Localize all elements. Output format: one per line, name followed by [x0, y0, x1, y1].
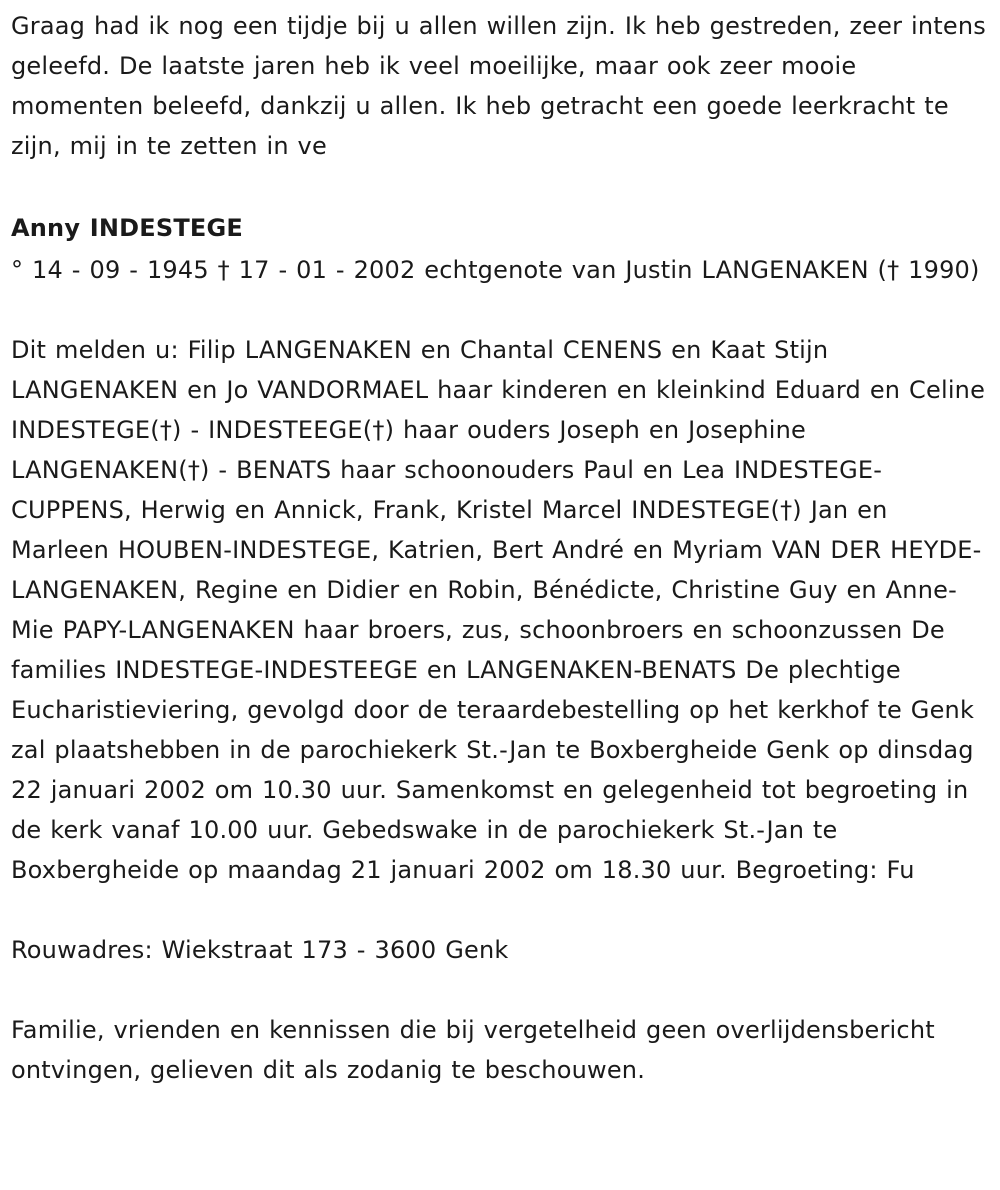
deceased-name: Anny INDESTEGE: [11, 214, 244, 242]
mourning-address: Rouwadres: Wiekstraat 173 - 3600 Genk: [11, 936, 509, 964]
closing-paragraph: Familie, vrienden en kennissen die bij vergetelheid geen overlijdensbericht ontvingen, gelieven dit als zodanig te beschouwen.: [11, 1016, 935, 1084]
announcement-paragraph: Dit melden u: Filip LANGENAKEN en Chantal CENENS en Kaat Stijn LANGENAKEN en Jo VANDORMAEL haar kinderen en kleinkind Eduard en Celine INDESTEGE(†) - INDESTEEGE(†) haar ouders Joseph en Josephine LANGENAKEN(†) - BENATS haar schoonouders Paul en Lea INDESTEGE-CUPPENS, Herwig en Annick, Frank, Kristel Marcel INDESTEGE(†) Jan en Marleen HOUBEN-INDESTEGE, Katrien, Bert André en Myriam VAN DER HEYDE-LANGENAKEN, Regine en Didier en Robin, Bénédicte, Christine Guy en Anne-Mie PAPY-LANGENAKEN haar broers, zus, schoonbroers en schoonzussen De families INDESTEGE-INDESTEEGE en LANGENAKEN-BENATS De plechtige Eucharistieviering, gevolgd door de teraardebestelling op het kerkhof te Genk zal plaatshebben in de parochiekerk St.-Jan te Boxbergheide Genk op dinsdag 22 januari 2002 om 10.30 uur. Samenkomst en gelegenheid tot begroeting in de kerk vanaf 10.00 uur. Gebedswake in de parochiekerk St.-Jan te Boxbergheide op maandag 21 januari 2002 om 18.30 uur. Begroeting: Fu: [11, 336, 986, 884]
intro-paragraph: Graag had ik nog een tijdje bij u allen willen zijn. Ik heb gestreden, zeer intens geleefd. De laatste jaren heb ik veel moeilijke, maar ook zeer mooie momenten beleefd, dankzij u allen. Ik heb getracht een goede leerkracht te zijn, mij in te zetten in ve: [11, 12, 986, 160]
life-dates: ° 14 - 09 - 1945 † 17 - 01 - 2002 echtgenote van Justin LANGENAKEN († 1990): [11, 256, 980, 284]
